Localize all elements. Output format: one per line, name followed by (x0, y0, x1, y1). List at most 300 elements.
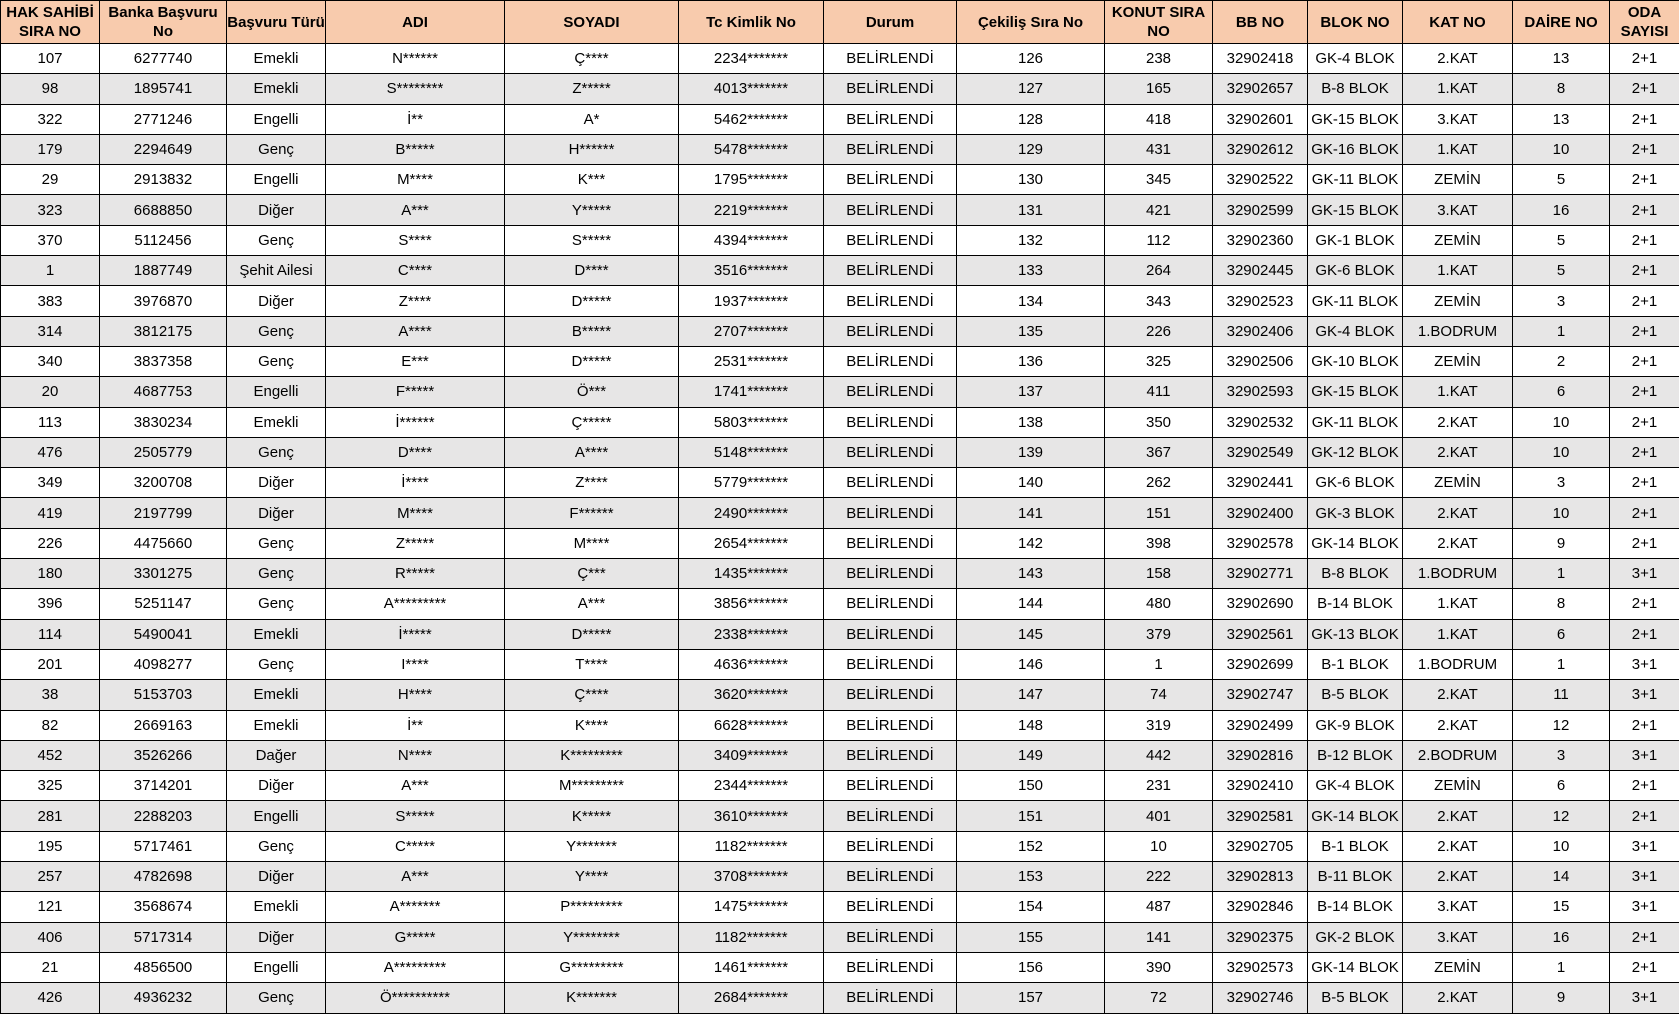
cell-cekilis-sira-no: 154 (957, 892, 1105, 922)
cell-daire-no: 9 (1513, 983, 1610, 1013)
cell-hak-sahibi-sira-no: 340 (1, 346, 100, 376)
cell-blok-no: B-11 BLOK (1308, 862, 1403, 892)
cell-bb-no: 32902522 (1213, 165, 1308, 195)
cell-durum: BELİRLENDİ (824, 771, 957, 801)
cell-cekilis-sira-no: 148 (957, 710, 1105, 740)
cell-konut-sira-no: 238 (1105, 44, 1213, 74)
cell-kat-no: 2.KAT (1403, 862, 1513, 892)
cell-blok-no: B-12 BLOK (1308, 740, 1403, 770)
table-row (1, 710, 1679, 740)
header-kat-no: KAT NO (1403, 1, 1513, 44)
cell-basvuru-turu: Genç (227, 437, 326, 467)
cell-konut-sira-no: 418 (1105, 104, 1213, 134)
cell-konut-sira-no: 480 (1105, 589, 1213, 619)
cell-cekilis-sira-no: 127 (957, 74, 1105, 104)
cell-basvuru-turu: Genç (227, 589, 326, 619)
cell-tc-kimlik-no: 1937******* (679, 286, 824, 316)
cell-cekilis-sira-no: 138 (957, 407, 1105, 437)
table-row (1, 468, 1679, 498)
cell-konut-sira-no: 350 (1105, 407, 1213, 437)
cell-adi: A******* (326, 892, 505, 922)
cell-adi: A**** (326, 316, 505, 346)
cell-durum: BELİRLENDİ (824, 649, 957, 679)
cell-blok-no: GK-10 BLOK (1308, 346, 1403, 376)
table-row (1, 831, 1679, 861)
cell-oda-sayisi: 2+1 (1610, 74, 1679, 104)
cell-cekilis-sira-no: 126 (957, 44, 1105, 74)
cell-durum: BELİRLENDİ (824, 680, 957, 710)
cell-durum: BELİRLENDİ (824, 134, 957, 164)
cell-cekilis-sira-no: 134 (957, 286, 1105, 316)
cell-konut-sira-no: 226 (1105, 316, 1213, 346)
cell-durum: BELİRLENDİ (824, 195, 957, 225)
cell-bb-no: 32902813 (1213, 862, 1308, 892)
cell-oda-sayisi: 2+1 (1610, 346, 1679, 376)
cell-tc-kimlik-no: 2490******* (679, 498, 824, 528)
header-cekilis-sira-no: Çekiliş Sıra No (957, 1, 1105, 44)
cell-bb-no: 32902375 (1213, 922, 1308, 952)
cell-blok-no: GK-9 BLOK (1308, 710, 1403, 740)
cell-basvuru-turu: Emekli (227, 44, 326, 74)
cell-bb-no: 32902699 (1213, 649, 1308, 679)
cell-daire-no: 16 (1513, 195, 1610, 225)
cell-durum: BELİRLENDİ (824, 316, 957, 346)
cell-kat-no: 2.KAT (1403, 680, 1513, 710)
cell-kat-no: 1.KAT (1403, 134, 1513, 164)
cell-kat-no: 2.KAT (1403, 983, 1513, 1013)
cell-hak-sahibi-sira-no: 419 (1, 498, 100, 528)
cell-tc-kimlik-no: 2654******* (679, 528, 824, 558)
table-row (1, 407, 1679, 437)
cell-hak-sahibi-sira-no: 452 (1, 740, 100, 770)
cell-oda-sayisi: 3+1 (1610, 680, 1679, 710)
cell-bb-no: 32902445 (1213, 256, 1308, 286)
cell-banka-basvuru-no: 3812175 (100, 316, 227, 346)
cell-soyadi: K********* (505, 740, 679, 770)
cell-durum: BELİRLENDİ (824, 407, 957, 437)
cell-kat-no: 2.BODRUM (1403, 740, 1513, 770)
cell-blok-no: GK-11 BLOK (1308, 286, 1403, 316)
cell-tc-kimlik-no: 5779******* (679, 468, 824, 498)
cell-soyadi: D***** (505, 286, 679, 316)
table-row (1, 346, 1679, 376)
cell-banka-basvuru-no: 2505779 (100, 437, 227, 467)
cell-konut-sira-no: 319 (1105, 710, 1213, 740)
cell-cekilis-sira-no: 135 (957, 316, 1105, 346)
cell-durum: BELİRLENDİ (824, 862, 957, 892)
cell-banka-basvuru-no: 2288203 (100, 801, 227, 831)
cell-basvuru-turu: Şehit Ailesi (227, 256, 326, 286)
cell-daire-no: 12 (1513, 710, 1610, 740)
cell-durum: BELİRLENDİ (824, 710, 957, 740)
cell-basvuru-turu: Diğer (227, 771, 326, 801)
cell-cekilis-sira-no: 141 (957, 498, 1105, 528)
cell-oda-sayisi: 2+1 (1610, 437, 1679, 467)
cell-tc-kimlik-no: 3610******* (679, 801, 824, 831)
cell-oda-sayisi: 2+1 (1610, 710, 1679, 740)
cell-basvuru-turu: Genç (227, 225, 326, 255)
cell-hak-sahibi-sira-no: 195 (1, 831, 100, 861)
cell-hak-sahibi-sira-no: 281 (1, 801, 100, 831)
cell-tc-kimlik-no: 3620******* (679, 680, 824, 710)
cell-basvuru-turu: Diğer (227, 286, 326, 316)
table-row (1, 983, 1679, 1013)
cell-bb-no: 32902549 (1213, 437, 1308, 467)
cell-basvuru-turu: Genç (227, 831, 326, 861)
cell-durum: BELİRLENDİ (824, 256, 957, 286)
cell-oda-sayisi: 2+1 (1610, 771, 1679, 801)
cell-banka-basvuru-no: 4782698 (100, 862, 227, 892)
cell-kat-no: 1.BODRUM (1403, 559, 1513, 589)
cell-cekilis-sira-no: 149 (957, 740, 1105, 770)
cell-bb-no: 32902400 (1213, 498, 1308, 528)
cell-banka-basvuru-no: 3301275 (100, 559, 227, 589)
header-daire-no: DAİRE NO (1513, 1, 1610, 44)
cell-adi: D**** (326, 437, 505, 467)
cell-soyadi: P********* (505, 892, 679, 922)
cell-bb-no: 32902561 (1213, 619, 1308, 649)
table-row (1, 498, 1679, 528)
cell-tc-kimlik-no: 2338******* (679, 619, 824, 649)
header-bb-no: BB NO (1213, 1, 1308, 44)
cell-konut-sira-no: 421 (1105, 195, 1213, 225)
cell-adi: A*** (326, 862, 505, 892)
cell-konut-sira-no: 158 (1105, 559, 1213, 589)
cell-cekilis-sira-no: 128 (957, 104, 1105, 134)
cell-bb-no: 32902599 (1213, 195, 1308, 225)
cell-adi: A********* (326, 952, 505, 982)
cell-daire-no: 1 (1513, 316, 1610, 346)
cell-bb-no: 32902532 (1213, 407, 1308, 437)
table-row (1, 437, 1679, 467)
cell-oda-sayisi: 2+1 (1610, 619, 1679, 649)
cell-blok-no: GK-14 BLOK (1308, 952, 1403, 982)
cell-daire-no: 10 (1513, 831, 1610, 861)
cell-soyadi: T**** (505, 649, 679, 679)
cell-adi: F***** (326, 377, 505, 407)
cell-kat-no: 1.BODRUM (1403, 316, 1513, 346)
cell-basvuru-turu: Genç (227, 134, 326, 164)
cell-hak-sahibi-sira-no: 226 (1, 528, 100, 558)
cell-basvuru-turu: Engelli (227, 165, 326, 195)
cell-basvuru-turu: Diğer (227, 468, 326, 498)
cell-adi: S***** (326, 801, 505, 831)
cell-blok-no: B-8 BLOK (1308, 559, 1403, 589)
cell-blok-no: GK-6 BLOK (1308, 256, 1403, 286)
cell-oda-sayisi: 3+1 (1610, 983, 1679, 1013)
cell-blok-no: GK-4 BLOK (1308, 771, 1403, 801)
header-soyadi: SOYADI (505, 1, 679, 44)
cell-banka-basvuru-no: 6688850 (100, 195, 227, 225)
cell-oda-sayisi: 2+1 (1610, 44, 1679, 74)
cell-hak-sahibi-sira-no: 383 (1, 286, 100, 316)
cell-konut-sira-no: 10 (1105, 831, 1213, 861)
cell-basvuru-turu: Genç (227, 316, 326, 346)
header-durum: Durum (824, 1, 957, 44)
cell-soyadi: K******* (505, 983, 679, 1013)
table-row (1, 740, 1679, 770)
cell-cekilis-sira-no: 136 (957, 346, 1105, 376)
cell-hak-sahibi-sira-no: 325 (1, 771, 100, 801)
cell-durum: BELİRLENDİ (824, 922, 957, 952)
cell-cekilis-sira-no: 150 (957, 771, 1105, 801)
cell-bb-no: 32902746 (1213, 983, 1308, 1013)
cell-daire-no: 6 (1513, 377, 1610, 407)
cell-daire-no: 10 (1513, 134, 1610, 164)
cell-durum: BELİRLENDİ (824, 559, 957, 589)
cell-cekilis-sira-no: 155 (957, 922, 1105, 952)
cell-daire-no: 5 (1513, 256, 1610, 286)
cell-durum: BELİRLENDİ (824, 589, 957, 619)
cell-durum: BELİRLENDİ (824, 377, 957, 407)
cell-bb-no: 32902816 (1213, 740, 1308, 770)
header-banka-basvuru-no: Banka Başvuru No (100, 1, 227, 44)
cell-bb-no: 32902747 (1213, 680, 1308, 710)
cell-tc-kimlik-no: 2684******* (679, 983, 824, 1013)
cell-banka-basvuru-no: 3200708 (100, 468, 227, 498)
cell-kat-no: ZEMİN (1403, 952, 1513, 982)
cell-adi: C**** (326, 256, 505, 286)
cell-adi: Z***** (326, 528, 505, 558)
cell-soyadi: Y******* (505, 831, 679, 861)
cell-tc-kimlik-no: 1795******* (679, 165, 824, 195)
cell-basvuru-turu: Engelli (227, 377, 326, 407)
cell-basvuru-turu: Dağer (227, 740, 326, 770)
cell-basvuru-turu: Engelli (227, 104, 326, 134)
table-row (1, 680, 1679, 710)
cell-banka-basvuru-no: 6277740 (100, 44, 227, 74)
cell-daire-no: 3 (1513, 740, 1610, 770)
cell-soyadi: Ç**** (505, 44, 679, 74)
cell-durum: BELİRLENDİ (824, 528, 957, 558)
cell-oda-sayisi: 2+1 (1610, 801, 1679, 831)
cell-oda-sayisi: 2+1 (1610, 316, 1679, 346)
cell-konut-sira-no: 345 (1105, 165, 1213, 195)
cell-adi: İ****** (326, 407, 505, 437)
header-tc-kimlik-no: Tc Kimlik No (679, 1, 824, 44)
cell-bb-no: 32902499 (1213, 710, 1308, 740)
cell-bb-no: 32902506 (1213, 346, 1308, 376)
table-body (1, 44, 1679, 1014)
cell-durum: BELİRLENDİ (824, 104, 957, 134)
cell-soyadi: Ç***** (505, 407, 679, 437)
cell-daire-no: 12 (1513, 801, 1610, 831)
cell-banka-basvuru-no: 2771246 (100, 104, 227, 134)
cell-basvuru-turu: Emekli (227, 74, 326, 104)
cell-konut-sira-no: 72 (1105, 983, 1213, 1013)
cell-banka-basvuru-no: 3568674 (100, 892, 227, 922)
cell-tc-kimlik-no: 3516******* (679, 256, 824, 286)
cell-cekilis-sira-no: 130 (957, 165, 1105, 195)
table-row (1, 316, 1679, 346)
table-row (1, 771, 1679, 801)
cell-basvuru-turu: Emekli (227, 619, 326, 649)
cell-tc-kimlik-no: 4394******* (679, 225, 824, 255)
cell-basvuru-turu: Genç (227, 559, 326, 589)
cell-bb-no: 32902690 (1213, 589, 1308, 619)
cell-basvuru-turu: Diğer (227, 862, 326, 892)
cell-hak-sahibi-sira-no: 107 (1, 44, 100, 74)
cell-konut-sira-no: 222 (1105, 862, 1213, 892)
cell-basvuru-turu: Emekli (227, 710, 326, 740)
cell-kat-no: 1.KAT (1403, 74, 1513, 104)
cell-blok-no: B-5 BLOK (1308, 680, 1403, 710)
cell-hak-sahibi-sira-no: 323 (1, 195, 100, 225)
cell-daire-no: 10 (1513, 437, 1610, 467)
cell-daire-no: 15 (1513, 892, 1610, 922)
cell-banka-basvuru-no: 2669163 (100, 710, 227, 740)
cell-blok-no: B-14 BLOK (1308, 589, 1403, 619)
cell-tc-kimlik-no: 2234******* (679, 44, 824, 74)
cell-bb-no: 32902601 (1213, 104, 1308, 134)
cell-oda-sayisi: 3+1 (1610, 831, 1679, 861)
cell-tc-kimlik-no: 4013******* (679, 74, 824, 104)
cell-durum: BELİRLENDİ (824, 952, 957, 982)
cell-konut-sira-no: 390 (1105, 952, 1213, 982)
cell-blok-no: GK-2 BLOK (1308, 922, 1403, 952)
table-row (1, 195, 1679, 225)
cell-kat-no: 2.KAT (1403, 801, 1513, 831)
header-konut-sira-no: KONUT SIRA NO (1105, 1, 1213, 44)
cell-banka-basvuru-no: 5717314 (100, 922, 227, 952)
cell-banka-basvuru-no: 5490041 (100, 619, 227, 649)
cell-hak-sahibi-sira-no: 180 (1, 559, 100, 589)
cell-soyadi: S***** (505, 225, 679, 255)
cell-durum: BELİRLENDİ (824, 983, 957, 1013)
cell-soyadi: A*** (505, 589, 679, 619)
cell-konut-sira-no: 431 (1105, 134, 1213, 164)
cell-banka-basvuru-no: 4856500 (100, 952, 227, 982)
cell-basvuru-turu: Genç (227, 346, 326, 376)
cell-bb-no: 32902612 (1213, 134, 1308, 164)
cell-adi: A*** (326, 771, 505, 801)
cell-kat-no: 1.KAT (1403, 256, 1513, 286)
cell-konut-sira-no: 442 (1105, 740, 1213, 770)
cell-hak-sahibi-sira-no: 121 (1, 892, 100, 922)
cell-blok-no: GK-1 BLOK (1308, 225, 1403, 255)
cell-kat-no: ZEMİN (1403, 771, 1513, 801)
cell-kat-no: 1.KAT (1403, 589, 1513, 619)
cell-daire-no: 16 (1513, 922, 1610, 952)
cell-blok-no: B-8 BLOK (1308, 74, 1403, 104)
cell-daire-no: 10 (1513, 498, 1610, 528)
cell-durum: BELİRLENDİ (824, 286, 957, 316)
cell-konut-sira-no: 141 (1105, 922, 1213, 952)
header-row (1, 1, 1679, 44)
cell-daire-no: 6 (1513, 771, 1610, 801)
cell-durum: BELİRLENDİ (824, 801, 957, 831)
cell-daire-no: 1 (1513, 649, 1610, 679)
cell-blok-no: GK-4 BLOK (1308, 44, 1403, 74)
cell-adi: Ö********** (326, 983, 505, 1013)
cell-blok-no: GK-15 BLOK (1308, 195, 1403, 225)
cell-oda-sayisi: 2+1 (1610, 528, 1679, 558)
cell-cekilis-sira-no: 132 (957, 225, 1105, 255)
cell-konut-sira-no: 398 (1105, 528, 1213, 558)
cell-cekilis-sira-no: 133 (957, 256, 1105, 286)
cell-bb-no: 32902523 (1213, 286, 1308, 316)
cell-basvuru-turu: Genç (227, 983, 326, 1013)
cell-tc-kimlik-no: 3708******* (679, 862, 824, 892)
cell-konut-sira-no: 411 (1105, 377, 1213, 407)
cell-konut-sira-no: 262 (1105, 468, 1213, 498)
cell-basvuru-turu: Diğer (227, 922, 326, 952)
cell-hak-sahibi-sira-no: 20 (1, 377, 100, 407)
cell-soyadi: Z***** (505, 74, 679, 104)
cell-banka-basvuru-no: 4687753 (100, 377, 227, 407)
cell-hak-sahibi-sira-no: 82 (1, 710, 100, 740)
cell-daire-no: 2 (1513, 346, 1610, 376)
cell-oda-sayisi: 2+1 (1610, 498, 1679, 528)
cell-bb-no: 32902846 (1213, 892, 1308, 922)
cell-banka-basvuru-no: 1895741 (100, 74, 227, 104)
cell-hak-sahibi-sira-no: 396 (1, 589, 100, 619)
cell-kat-no: 3.KAT (1403, 104, 1513, 134)
cell-bb-no: 32902705 (1213, 831, 1308, 861)
cell-oda-sayisi: 2+1 (1610, 104, 1679, 134)
header-hak-sahibi-sira-no: HAK SAHİBİ SIRA NO (1, 1, 100, 44)
cell-durum: BELİRLENDİ (824, 740, 957, 770)
cell-adi: Z**** (326, 286, 505, 316)
cell-tc-kimlik-no: 2219******* (679, 195, 824, 225)
cell-oda-sayisi: 2+1 (1610, 225, 1679, 255)
cell-banka-basvuru-no: 3714201 (100, 771, 227, 801)
cell-oda-sayisi: 2+1 (1610, 377, 1679, 407)
cell-banka-basvuru-no: 3526266 (100, 740, 227, 770)
cell-daire-no: 3 (1513, 286, 1610, 316)
table-row (1, 74, 1679, 104)
cell-cekilis-sira-no: 137 (957, 377, 1105, 407)
cell-blok-no: B-14 BLOK (1308, 892, 1403, 922)
cell-cekilis-sira-no: 140 (957, 468, 1105, 498)
table-row (1, 225, 1679, 255)
cell-blok-no: B-5 BLOK (1308, 983, 1403, 1013)
cell-bb-no: 32902771 (1213, 559, 1308, 589)
cell-durum: BELİRLENDİ (824, 165, 957, 195)
cell-basvuru-turu: Genç (227, 528, 326, 558)
cell-durum: BELİRLENDİ (824, 74, 957, 104)
cell-hak-sahibi-sira-no: 114 (1, 619, 100, 649)
cell-blok-no: GK-15 BLOK (1308, 104, 1403, 134)
cell-blok-no: B-1 BLOK (1308, 831, 1403, 861)
cell-soyadi: Z**** (505, 468, 679, 498)
cell-daire-no: 8 (1513, 74, 1610, 104)
cell-soyadi: K*** (505, 165, 679, 195)
cell-daire-no: 8 (1513, 589, 1610, 619)
table-row (1, 801, 1679, 831)
cell-oda-sayisi: 3+1 (1610, 740, 1679, 770)
cell-oda-sayisi: 3+1 (1610, 892, 1679, 922)
cell-oda-sayisi: 3+1 (1610, 559, 1679, 589)
cell-durum: BELİRLENDİ (824, 892, 957, 922)
cell-kat-no: 2.KAT (1403, 710, 1513, 740)
cell-hak-sahibi-sira-no: 98 (1, 74, 100, 104)
cell-oda-sayisi: 2+1 (1610, 195, 1679, 225)
cell-cekilis-sira-no: 145 (957, 619, 1105, 649)
cell-adi: G***** (326, 922, 505, 952)
cell-bb-no: 32902578 (1213, 528, 1308, 558)
cell-tc-kimlik-no: 5803******* (679, 407, 824, 437)
cell-tc-kimlik-no: 6628******* (679, 710, 824, 740)
cell-soyadi: H****** (505, 134, 679, 164)
cell-kat-no: 2.KAT (1403, 407, 1513, 437)
cell-hak-sahibi-sira-no: 314 (1, 316, 100, 346)
cell-soyadi: Y**** (505, 862, 679, 892)
cell-daire-no: 5 (1513, 165, 1610, 195)
cell-cekilis-sira-no: 157 (957, 983, 1105, 1013)
cell-basvuru-turu: Emekli (227, 680, 326, 710)
cell-durum: BELİRLENDİ (824, 498, 957, 528)
